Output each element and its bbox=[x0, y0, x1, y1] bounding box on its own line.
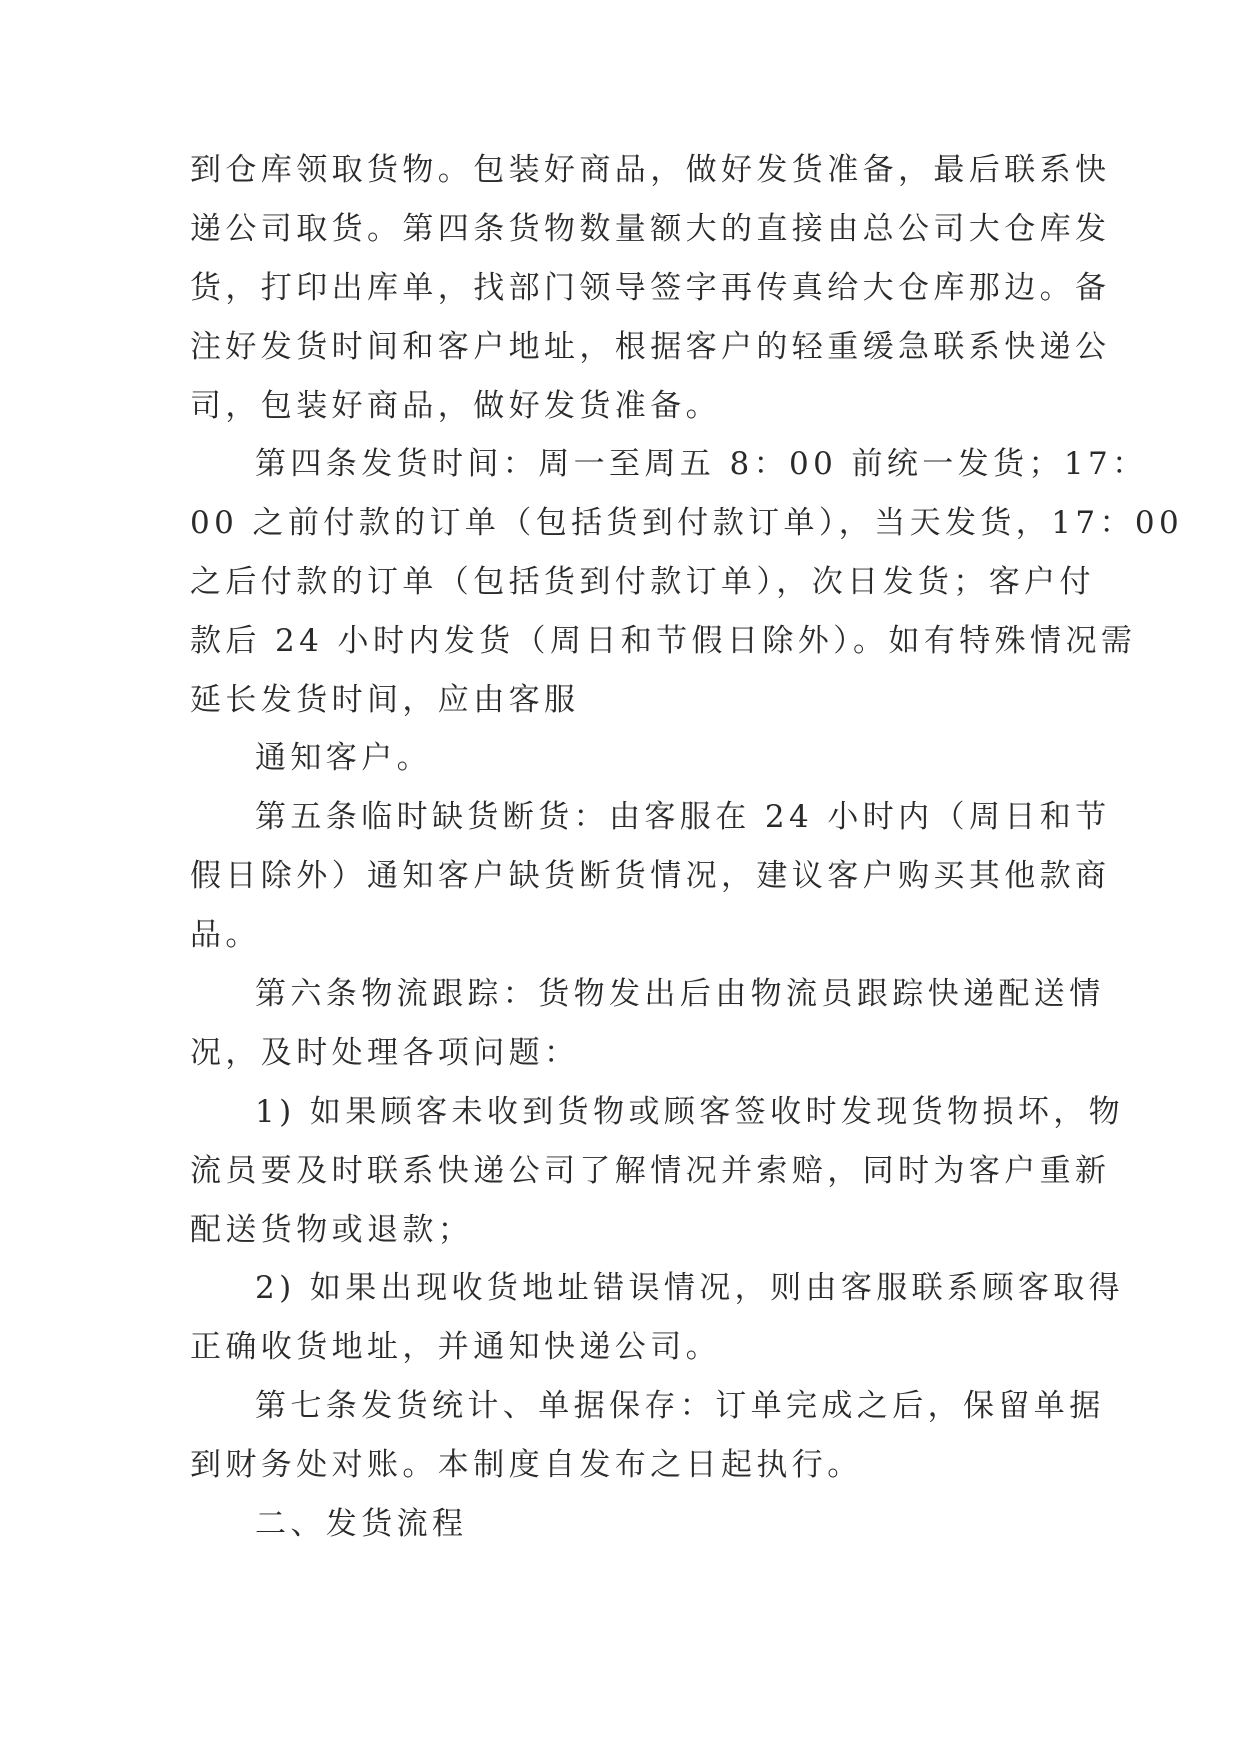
section-heading-shipping-process: 二、发货流程 bbox=[255, 1506, 468, 1542]
text-line: 到仓库领取货物。包装好商品，做好发货准备，最后联系快 bbox=[190, 152, 1111, 188]
text-line: 正确收货地址，并通知快递公司。 bbox=[190, 1329, 721, 1365]
paragraph-notify-customer: 通知客户。 bbox=[255, 740, 432, 776]
text-line: 配送货物或退款； bbox=[190, 1212, 474, 1248]
paragraph-article-7: 第七条发货统计、单据保存：订单完成之后，保留单据 bbox=[255, 1388, 1105, 1424]
paragraph-article-6: 第六条物流跟踪：货物发出后由物流员跟踪快递配送情 bbox=[255, 976, 1105, 1012]
text-line: 况，及时处理各项问题： bbox=[190, 1035, 580, 1071]
text-line: 款后 24 小时内发货（周日和节假日除外）。如有特殊情况需 bbox=[190, 623, 1137, 659]
text-line: 递公司取货。第四条货物数量额大的直接由总公司大仓库发 bbox=[190, 211, 1111, 247]
text-line: 流员要及时联系快递公司了解情况并索赔，同时为客户重新 bbox=[190, 1153, 1111, 1189]
text-line: 注好发货时间和客户地址，根据客户的轻重缓急联系快递公 bbox=[190, 329, 1111, 365]
text-line: 00 之前付款的订单（包括货到付款订单），当天发货，17：00 bbox=[190, 505, 1184, 541]
text-line: 司，包装好商品，做好发货准备。 bbox=[190, 388, 721, 424]
list-item-1: 1) 如果顾客未收到货物或顾客签收时发现货物损坏，物 bbox=[255, 1094, 1125, 1130]
text-line: 货，打印出库单，找部门领导签字再传真给大仓库那边。备 bbox=[190, 270, 1111, 306]
text-line: 假日除外）通知客户缺货断货情况，建议客户购买其他款商 bbox=[190, 858, 1111, 894]
text-line: 之后付款的订单（包括货到付款订单），次日发货；客户付 bbox=[190, 564, 1095, 600]
list-item-2: 2) 如果出现收货地址错误情况，则由客服联系顾客取得 bbox=[255, 1270, 1125, 1306]
paragraph-article-4-time: 第四条发货时间：周一至周五 8：00 前统一发货；17： bbox=[255, 446, 1148, 482]
text-line: 品。 bbox=[190, 917, 261, 953]
text-line: 延长发货时间，应由客服 bbox=[190, 682, 580, 718]
text-line: 到财务处对账。本制度自发布之日起执行。 bbox=[190, 1447, 863, 1483]
paragraph-article-5: 第五条临时缺货断货：由客服在 24 小时内（周日和节 bbox=[255, 799, 1111, 835]
